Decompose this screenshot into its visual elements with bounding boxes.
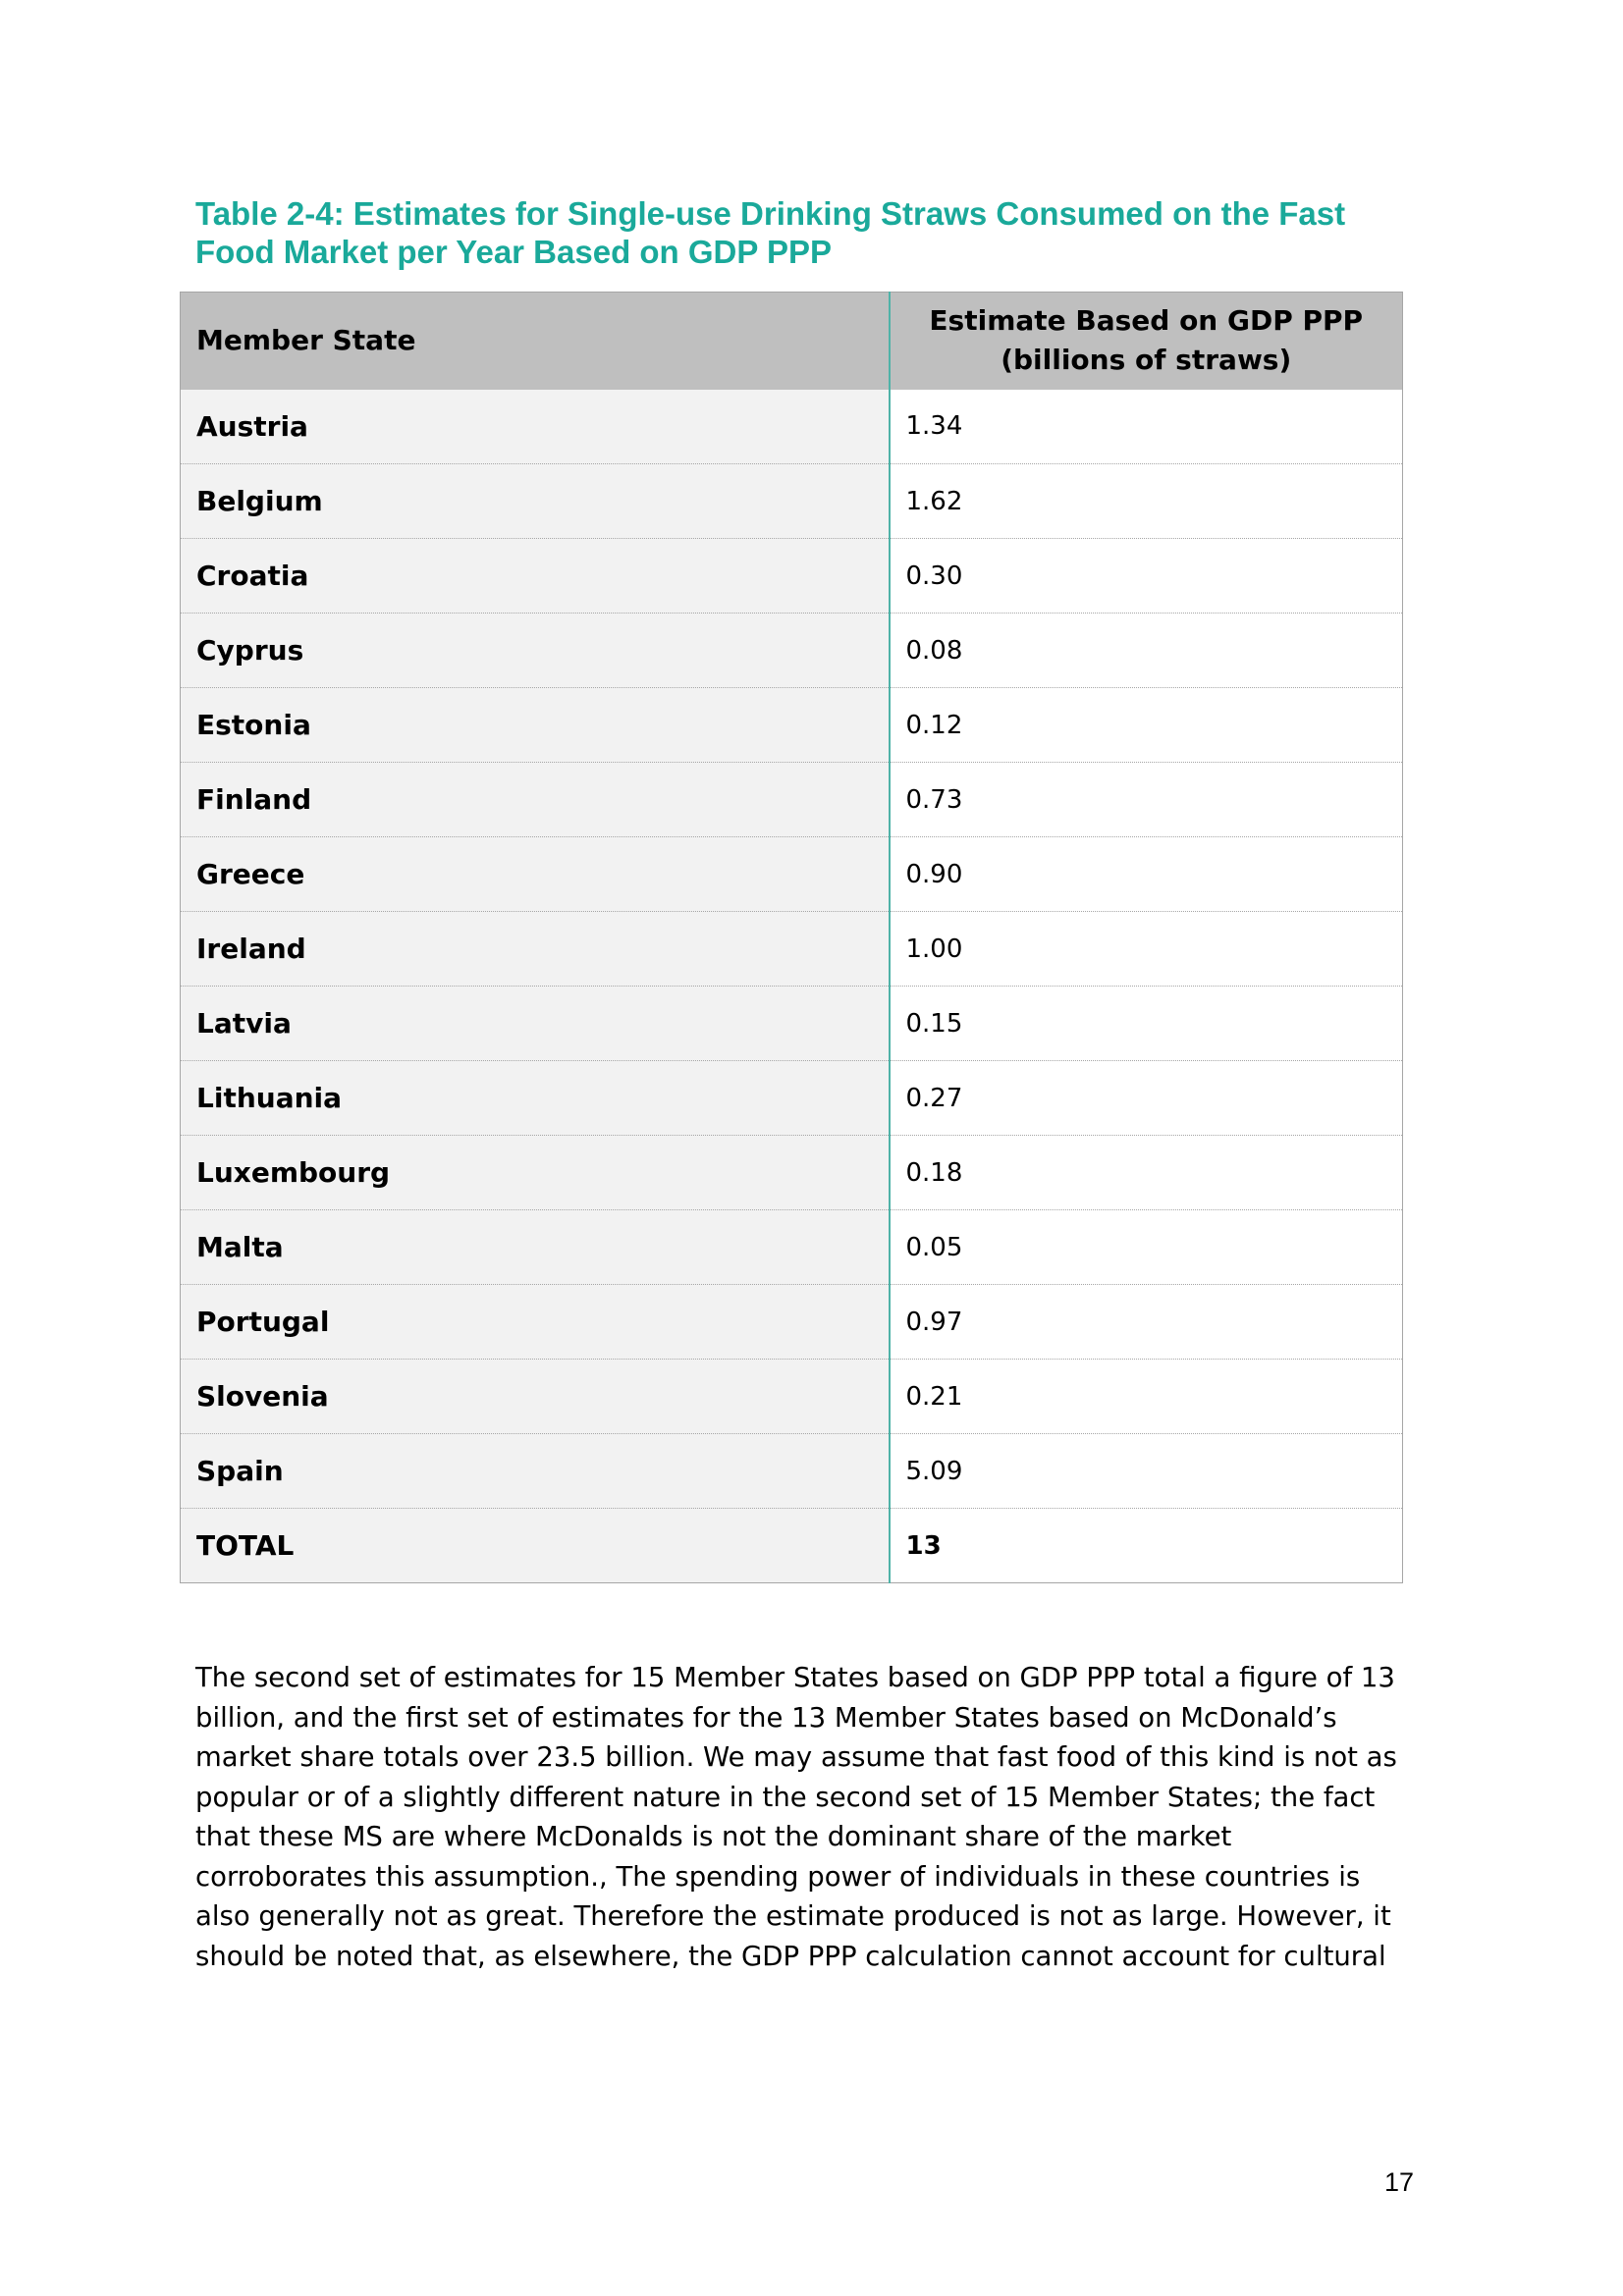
estimate-cell: 0.97 <box>890 1285 1403 1360</box>
paragraph-line: The second set of estimates for 15 Member States based on GDP PPP total a figure of 13 <box>195 1662 1395 1693</box>
total-label: TOTAL <box>181 1509 890 1583</box>
member-state-cell: Estonia <box>181 688 890 763</box>
estimate-cell: 5.09 <box>890 1434 1403 1509</box>
table-row <box>181 837 1403 912</box>
estimate-cell: 0.18 <box>890 1136 1403 1210</box>
table-row <box>181 1360 1403 1434</box>
paragraph-line: market share totals over 23.5 billion. We may assume that fast food of this kind is not as <box>195 1741 1397 1773</box>
total-value: 13 <box>890 1509 1403 1583</box>
estimate-cell: 0.08 <box>890 614 1403 688</box>
header-estimate-line-1: Estimate Based on GDP PPP <box>929 304 1364 338</box>
member-state-cell: Belgium <box>181 464 890 539</box>
table-row <box>181 912 1403 987</box>
caption-line-1: Table 2-4: Estimates for Single-use Drinking Straws Consumed on the Fast <box>195 195 1346 232</box>
member-state-cell: Finland <box>181 763 890 837</box>
table-row <box>181 688 1403 763</box>
estimate-cell: 1.00 <box>890 912 1403 987</box>
estimate-cell: 0.15 <box>890 987 1403 1061</box>
member-state-cell: Lithuania <box>181 1061 890 1136</box>
member-state-cell: Portugal <box>181 1285 890 1360</box>
estimate-cell: 0.73 <box>890 763 1403 837</box>
table-row <box>181 1136 1403 1210</box>
table-row <box>181 614 1403 688</box>
member-state-cell: Spain <box>181 1434 890 1509</box>
member-state-cell: Slovenia <box>181 1360 890 1434</box>
table-row <box>181 1285 1403 1360</box>
estimate-cell: 1.62 <box>890 464 1403 539</box>
table-row <box>181 390 1403 464</box>
member-state-cell: Austria <box>181 390 890 464</box>
table-row <box>181 539 1403 614</box>
table-row <box>181 1210 1403 1285</box>
estimates-table <box>180 292 1403 1583</box>
total-row <box>181 1509 1403 1583</box>
header-estimate <box>890 293 1403 390</box>
table-row <box>181 1434 1403 1509</box>
member-state-cell: Luxembourg <box>181 1136 890 1210</box>
table-row <box>181 763 1403 837</box>
member-state-cell: Malta <box>181 1210 890 1285</box>
paragraph-line: corroborates this assumption., The spending power of individuals in these countries is <box>195 1860 1361 1893</box>
estimate-cell: 0.12 <box>890 688 1403 763</box>
paragraph-line: also generally not as great. Therefore the estimate produced is not as large. However, it <box>195 1900 1391 1932</box>
table-row <box>181 464 1403 539</box>
table-row <box>181 987 1403 1061</box>
member-state-cell: Greece <box>181 837 890 912</box>
header-estimate-line-2: (billions of straws) <box>1001 344 1292 377</box>
paragraph-line: that these MS are where McDonalds is not the dominant share of the market <box>195 1821 1232 1852</box>
member-state-cell: Ireland <box>181 912 890 987</box>
estimate-cell: 0.05 <box>890 1210 1403 1285</box>
table-row <box>181 1061 1403 1136</box>
caption-line-2: Food Market per Year Based on GDP PPP <box>195 234 832 270</box>
table-caption <box>195 194 1423 271</box>
member-state-cell: Latvia <box>181 987 890 1061</box>
header-member-state: Member State <box>181 293 890 390</box>
estimate-cell: 1.34 <box>890 390 1403 464</box>
estimate-cell: 0.30 <box>890 539 1403 614</box>
estimate-cell: 0.21 <box>890 1360 1403 1434</box>
page-number: 17 <box>1383 2167 1414 2197</box>
estimate-cell: 0.90 <box>890 837 1403 912</box>
member-state-cell: Cyprus <box>181 614 890 688</box>
body-paragraph <box>195 1658 1408 1976</box>
paragraph-line: billion, and the first set of estimates for the 13 Member States based on McDonald’s <box>195 1701 1337 1734</box>
member-state-cell: Croatia <box>181 539 890 614</box>
estimate-cell: 0.27 <box>890 1061 1403 1136</box>
paragraph-line: popular or of a slightly different nature in the second set of 15 Member States; the fact <box>195 1781 1376 1813</box>
table-header-row <box>181 293 1403 390</box>
paragraph-line: should be noted that, as elsewhere, the GDP PPP calculation cannot account for cultural <box>195 1940 1386 1972</box>
